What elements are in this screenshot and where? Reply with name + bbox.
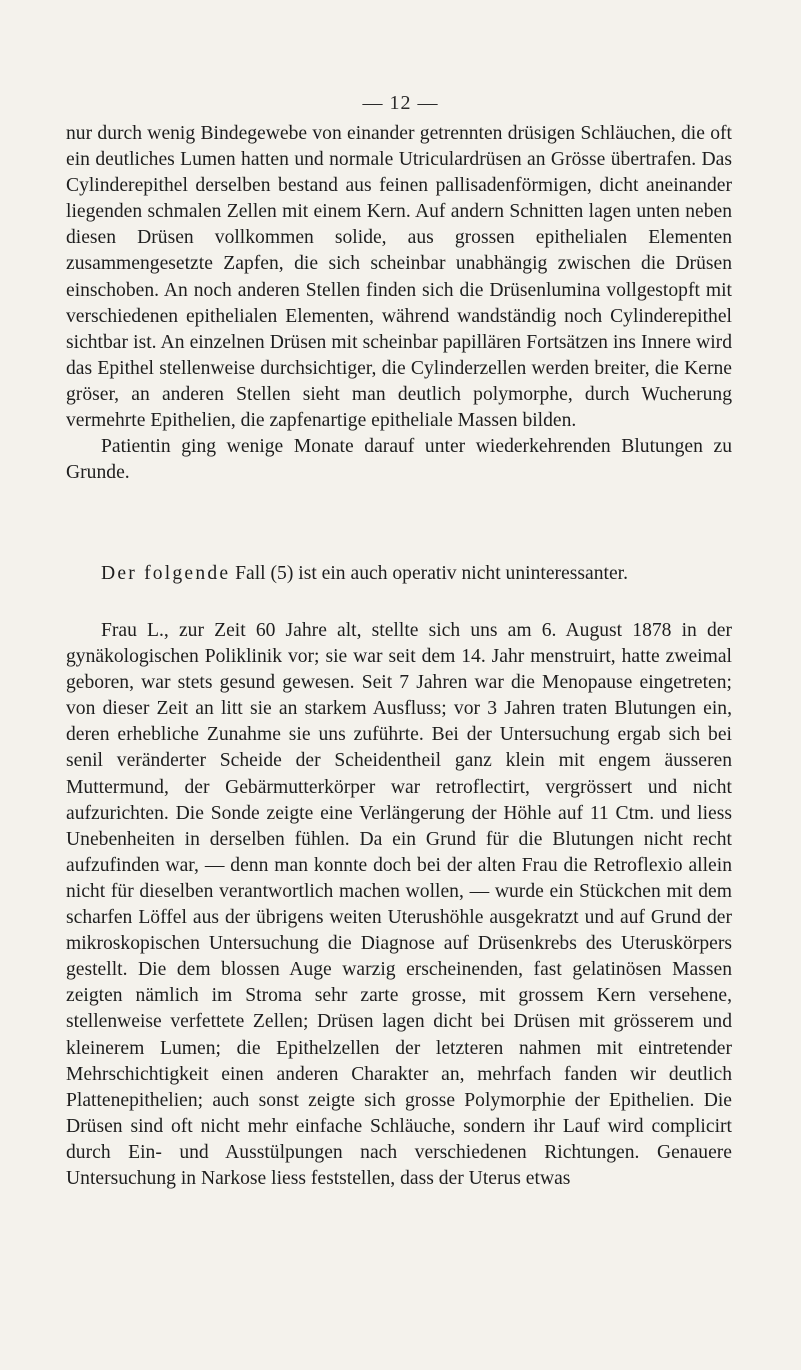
case-5-intro-text: Fall (5) ist ein auch operativ nicht uninteressanter.	[230, 563, 628, 584]
paragraph-case-report-frau-l: Frau L., zur Zeit 60 Jahre alt, stellte sich uns am 6. August 1878 in der gynäkologischen Poliklinik vor; sie war seit dem 14. Jahr menstruirt, hatte zweimal geboren, war stets gesund gewesen. Seit 7 Jahren war die Menopause eingetreten; von dieser Zeit an litt sie an starkem Ausfluss; vor 3 Jahren traten Blutungen ein, deren erhebliche Zunahme sie uns zuführte. Bei der Untersuchung ergab sich bei senil veränderter Scheide der Scheidentheil ganz klein mit engem äusseren Muttermund, der Gebärmutterkörper war retroflectirt, vergrössert und nicht aufzurichten. Die Sonde zeigte eine Verlängerung der Höhle auf 11 Ctm. und liess Unebenheiten in derselben fühlen. Da ein Grund für die Blutungen nicht recht aufzufinden war, — denn man konnte doch bei der alten Frau die Retroflexio allein nicht für dieselben verantwortlich machen wollen, — wurde ein Stückchen mit dem scharfen Löffel aus der übrigens weiten Uterushöhle ausgekratzt und auf Grund der mikroskopischen Untersuchung die Diagnose auf Drüsenkrebs des Uteruskörpers gestellt. Die dem blossen Auge warzig erscheinenden, fast gelatinösen Massen zeigten nämlich im Stroma sehr zarte grosse, mit grossem Kern versehene, stellenweise verfettete Zellen; Drüsen lagen dicht bei Drüsen mit grösserem und kleinerem Lumen; die Epithelzellen der letzteren nahmen mit eintretender Mehrschichtigkeit einen anderen Charakter an, mehrfach fanden wir deutlich Plattenepithelien; auch sonst zeigte sich grosse Polymorphie der Epithelien. Die Drüsen sind oft nicht mehr einfache Schläuche, sondern ihr Lauf wird complicirt durch Ein- und Ausstülpungen nach verschiedenen Richtungen. Genauere Untersuchung in Narkose liess feststellen, dass der Uterus etwas	[66, 620, 732, 1189]
page-number: — 12 —	[362, 92, 439, 114]
text-column-bottom	[66, 618, 732, 1192]
text-column-middle	[66, 561, 732, 587]
spaced-heading-text: Der folgende	[101, 563, 231, 584]
text-column-top	[66, 121, 732, 486]
paragraph-gland-description: nur durch wenig Bindegewebe von einander getrennten drüsigen Schläuchen, die oft ein deutliches Lumen hatten und normale Utriculardrüsen an Grösse übertrafen. Das Cylinderepithel derselben bestand aus feinen pallisadenförmigen, dicht aneinander liegenden schmalen Zellen mit einem Kern. Auf andern Schnitten lagen unten neben diesen Drüsen vollkommen solide, aus grossen epithelialen Elementen zusammengesetzte Zapfen, die sich scheinbar unabhängig zwischen die Drüsen einschoben. An noch anderen Stellen finden sich die Drüsenlumina vollgestopft mit verschiedenen epithelialen Elementen, während wandständig noch Cylinderepithel sichtbar ist. An einzelnen Drüsen mit scheinbar papillären Fortsätzen ins Innere wird das Epithel stellenweise durchsichtiger, die Cylinderzellen werden breiter, die Kerne gröser, an anderen Stellen sieht man deutlich polymorphe, durch Wucherung vermehrte Epithelien, die zapfenartige epitheliale Massen bilden.	[66, 123, 732, 432]
paragraph-case-5-intro	[66, 561, 732, 587]
paragraph-patient-outcome: Patientin ging wenige Monate darauf unter wiederkehrenden Blutungen zu Grunde.	[66, 436, 732, 484]
